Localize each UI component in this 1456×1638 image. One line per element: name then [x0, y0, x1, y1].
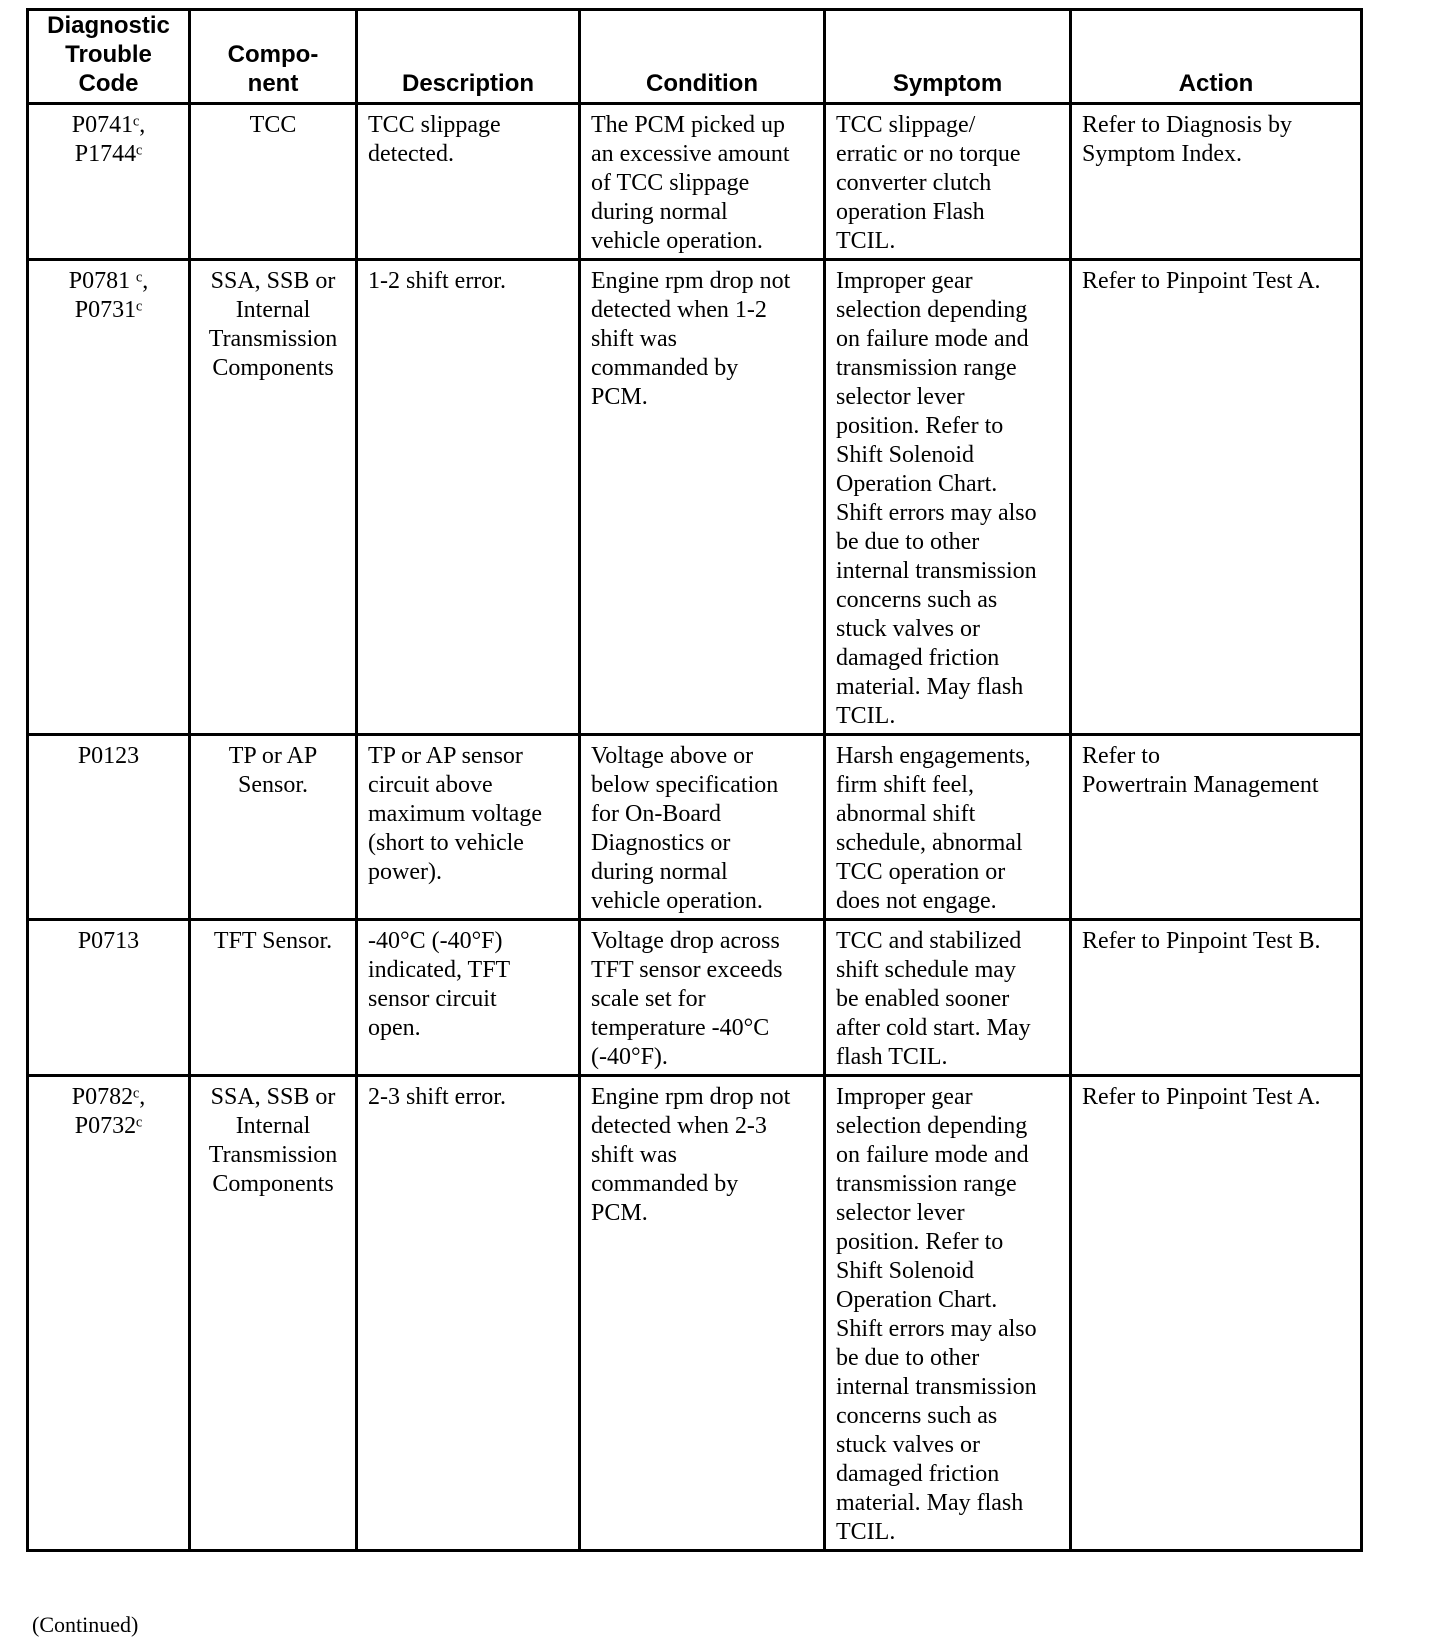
cell-symptom: Improper gear selection depending on failure mode and transmission range selector lever position. Refer to Shift Solenoid Operation Chart. Shift errors may also be due to other internal transmission concerns such as stuck valves or damaged friction material. May flash TCIL.: [825, 260, 1071, 735]
cell-component: SSA, SSB or Internal Transmission Components: [190, 1076, 357, 1551]
table-row: [28, 104, 1362, 260]
cell-action: Refer to Pinpoint Test A.: [1071, 1076, 1362, 1551]
cell-condition: Engine rpm drop not detected when 2-3 shift was commanded by PCM.: [580, 1076, 825, 1551]
cell-component: SSA, SSB or Internal Transmission Components: [190, 260, 357, 735]
header-condition: Condition: [580, 10, 825, 104]
cell-dtc: P0123: [28, 735, 190, 920]
cell-condition: Engine rpm drop not detected when 1-2 shift was commanded by PCM.: [580, 260, 825, 735]
cell-symptom: Improper gear selection depending on failure mode and transmission range selector lever position. Refer to Shift Solenoid Operation Chart. Shift errors may also be due to other internal transmission concerns such as stuck valves or damaged friction material. May flash TCIL.: [825, 1076, 1071, 1551]
cell-description: TCC slippage detected.: [357, 104, 580, 260]
table-row: [28, 1076, 1362, 1551]
cell-component: TCC: [190, 104, 357, 260]
cell-symptom: TCC slippage/ erratic or no torque converter clutch operation Flash TCIL.: [825, 104, 1071, 260]
cell-dtc: P0741ᶜ, P1744ᶜ: [28, 104, 190, 260]
cell-component: TP or AP Sensor.: [190, 735, 357, 920]
diagnostic-trouble-code-table: [26, 8, 1363, 1552]
cell-action: Refer to Diagnosis by Symptom Index.: [1071, 104, 1362, 260]
cell-condition: The PCM picked up an excessive amount of TCC slippage during normal vehicle operation.: [580, 104, 825, 260]
cell-symptom: Harsh engagements, firm shift feel, abnormal shift schedule, abnormal TCC operation or does not engage.: [825, 735, 1071, 920]
header-description: Description: [357, 10, 580, 104]
continued-note: (Continued): [32, 1612, 139, 1637]
header-component: Compo- nent: [190, 10, 357, 104]
cell-dtc: P0782ᶜ, P0732ᶜ: [28, 1076, 190, 1551]
cell-description: -40°C (-40°F) indicated, TFT sensor circuit open.: [357, 920, 580, 1076]
cell-action: Refer to Powertrain Management: [1071, 735, 1362, 920]
cell-dtc: P0713: [28, 920, 190, 1076]
table-row: [28, 260, 1362, 735]
cell-condition: Voltage above or below specification for On-Board Diagnostics or during normal vehicle operation.: [580, 735, 825, 920]
header-action: Action: [1071, 10, 1362, 104]
table-row: [28, 920, 1362, 1076]
cell-description: 1-2 shift error.: [357, 260, 580, 735]
cell-symptom: TCC and stabilized shift schedule may be enabled sooner after cold start. May flash TCIL.: [825, 920, 1071, 1076]
table-header-row: [28, 10, 1362, 104]
cell-condition: Voltage drop across TFT sensor exceeds scale set for temperature -40°C (-40°F).: [580, 920, 825, 1076]
header-dtc: Diagnostic Trouble Code: [28, 10, 190, 104]
table-row: [28, 735, 1362, 920]
cell-description: TP or AP sensor circuit above maximum voltage (short to vehicle power).: [357, 735, 580, 920]
cell-dtc: P0781 ᶜ, P0731ᶜ: [28, 260, 190, 735]
cell-action: Refer to Pinpoint Test A.: [1071, 260, 1362, 735]
cell-action: Refer to Pinpoint Test B.: [1071, 920, 1362, 1076]
cell-description: 2-3 shift error.: [357, 1076, 580, 1551]
cell-component: TFT Sensor.: [190, 920, 357, 1076]
header-symptom: Symptom: [825, 10, 1071, 104]
